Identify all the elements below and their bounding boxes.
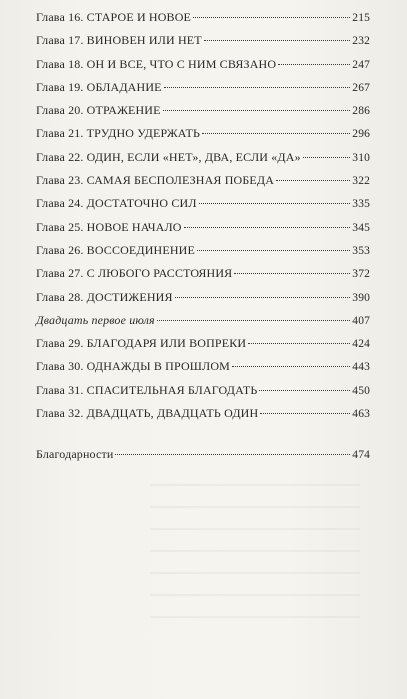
toc-entry-acknowledgements[interactable] (36, 447, 370, 470)
dot-leader (163, 110, 351, 111)
toc-entry[interactable] (36, 57, 370, 80)
toc-entry-page: 407 (352, 314, 370, 327)
toc-entry-label: Двадцать первое июля (36, 312, 155, 327)
dot-leader (248, 343, 350, 344)
toc-entry-part[interactable] (36, 313, 370, 336)
dot-leader (193, 17, 350, 18)
toc-entry-label: Глава 21. ТРУДНО УДЕРЖАТЬ (36, 126, 201, 141)
toc-entry[interactable] (36, 150, 370, 173)
toc-entry-page: 353 (352, 244, 370, 257)
dot-leader (276, 180, 350, 181)
toc-entry-label: Глава 31. СПАСИТЕЛЬНАЯ БЛАГОДАТЬ (36, 382, 258, 397)
toc-entry-page: 247 (352, 58, 370, 71)
toc-entry-label: Глава 30. ОДНАЖДЫ В ПРОШЛОМ (36, 359, 230, 374)
dot-leader (175, 297, 351, 298)
toc-entry-page: 232 (352, 35, 370, 48)
dot-leader (204, 40, 351, 41)
toc-entry[interactable] (36, 406, 370, 429)
toc-entry[interactable] (36, 173, 370, 196)
toc-entry-label: Глава 26. ВОССОЕДИНЕНИЕ (36, 242, 195, 257)
toc-entry-page: 310 (352, 151, 370, 164)
dot-leader (115, 454, 350, 455)
toc-entry-label: Глава 27. С ЛЮБОГО РАССТОЯНИЯ (36, 266, 233, 281)
toc-entry[interactable] (36, 196, 370, 219)
toc-entry-page: 335 (352, 198, 370, 211)
dot-leader (260, 413, 350, 414)
toc-entry-page: 215 (352, 12, 370, 24)
dot-leader (202, 133, 350, 134)
dot-leader (197, 250, 350, 251)
toc-entry-label: Глава 22. ОДИН, ЕСЛИ «НЕТ», ДВА, ЕСЛИ «ДА» (36, 149, 301, 164)
section-gap (36, 429, 370, 447)
toc-entry[interactable] (36, 290, 370, 313)
dot-leader (259, 390, 350, 391)
toc-entry-label: Глава 18. ОН И ВСЕ, ЧТО С НИМ СВЯЗАНО (36, 56, 277, 71)
dot-leader (164, 87, 351, 88)
toc-entry-page: 296 (352, 128, 370, 141)
toc-entry-label: Глава 24. ДОСТАТОЧНО СИЛ (36, 196, 197, 211)
toc-entry[interactable] (36, 10, 370, 33)
table-of-contents (36, 10, 370, 471)
toc-entry-page: 267 (352, 81, 370, 94)
toc-entry[interactable] (36, 243, 370, 266)
toc-entry-page: 463 (352, 408, 370, 421)
toc-entry-label: Глава 17. ВИНОВЕН ИЛИ НЕТ (36, 33, 202, 48)
dot-leader (303, 157, 351, 158)
toc-entry-label: Глава 32. ДВАДЦАТЬ, ДВАДЦАТЬ ОДИН (36, 406, 259, 421)
toc-entry[interactable] (36, 220, 370, 243)
toc-entry-page: 450 (352, 384, 370, 397)
dot-leader (278, 64, 350, 65)
toc-entry-page: 286 (352, 105, 370, 118)
toc-entry-page: 443 (352, 361, 370, 374)
toc-entry-label: Глава 19. ОБЛАДАНИЕ (36, 79, 162, 94)
toc-entry-page: 345 (352, 221, 370, 234)
dot-leader (157, 320, 351, 321)
toc-entry-page: 390 (352, 291, 370, 304)
toc-entry-page: 474 (352, 449, 370, 462)
toc-entry[interactable] (36, 266, 370, 289)
toc-entry-label: Глава 16. СТАРОЕ И НОВОЕ (36, 10, 192, 24)
toc-entry-page: 322 (352, 175, 370, 188)
toc-entry-page: 424 (352, 338, 370, 351)
toc-entry-label: Глава 20. ОТРАЖЕНИЕ (36, 103, 161, 118)
toc-entry[interactable] (36, 33, 370, 56)
toc-entry[interactable] (36, 359, 370, 382)
dot-leader (184, 227, 351, 228)
dot-leader (232, 366, 350, 367)
toc-entry-label: Благодарности (36, 447, 114, 462)
toc-entry-label: Глава 23. САМАЯ БЕСПОЛЕЗНАЯ ПОБЕДА (36, 173, 275, 188)
toc-entry-label: Глава 25. НОВОЕ НАЧАЛО (36, 219, 182, 234)
toc-entry-label: Глава 29. БЛАГОДАРЯ ИЛИ ВОПРЕКИ (36, 336, 247, 351)
toc-entry[interactable] (36, 80, 370, 103)
dot-leader (199, 203, 351, 204)
toc-entry[interactable] (36, 103, 370, 126)
dot-leader (234, 273, 350, 274)
toc-entry-page: 372 (352, 268, 370, 281)
toc-entry-label: Глава 28. ДОСТИЖЕНИЯ (36, 289, 173, 304)
toc-entry[interactable] (36, 336, 370, 359)
toc-entry[interactable] (36, 126, 370, 149)
bleed-through-decoration (150, 470, 360, 620)
toc-entry[interactable] (36, 383, 370, 406)
